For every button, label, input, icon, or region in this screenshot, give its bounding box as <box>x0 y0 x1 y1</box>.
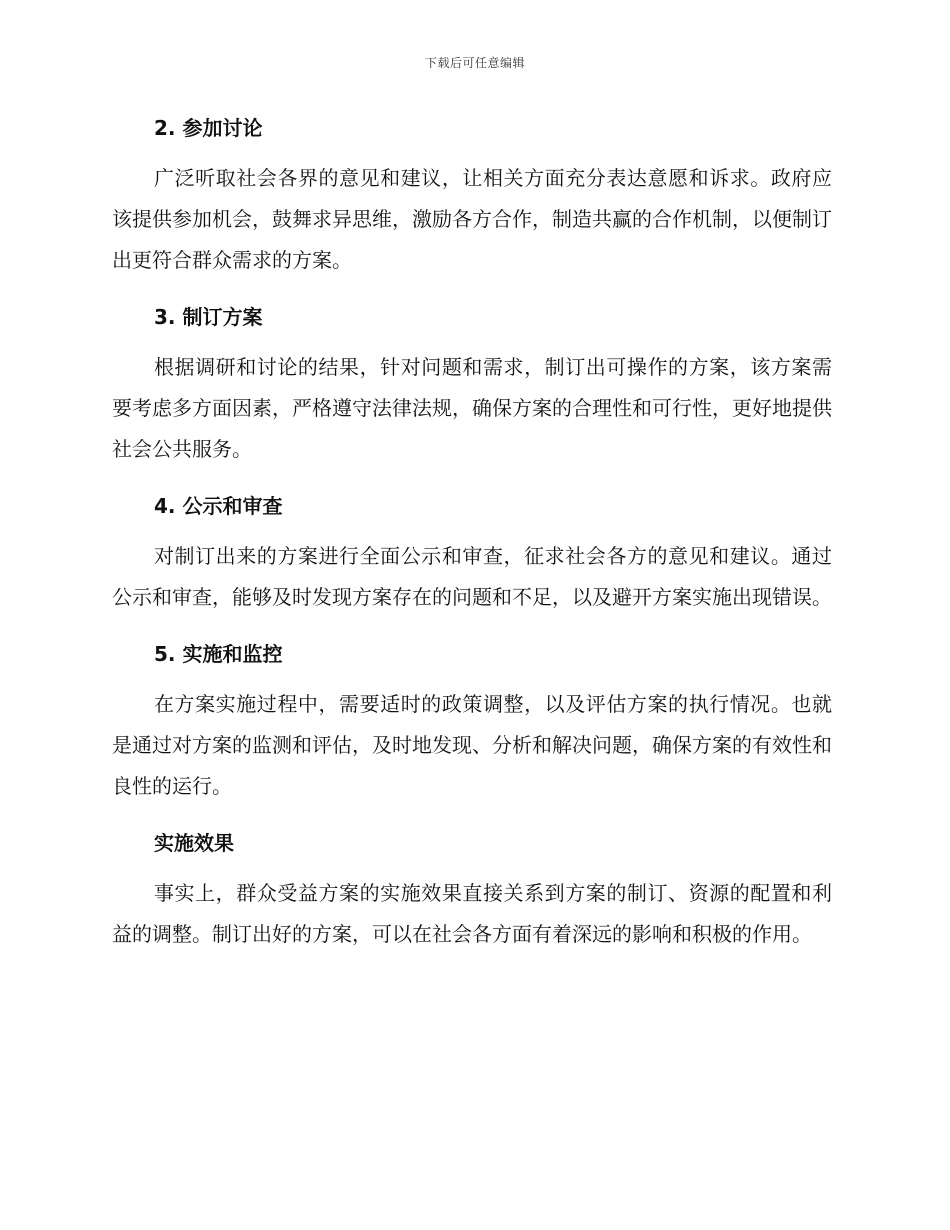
section-heading: 5. 实施和监控 <box>154 642 283 666</box>
section-implementation-monitoring <box>112 636 832 807</box>
section-publicity-review <box>112 488 832 618</box>
document-body <box>112 110 832 973</box>
section-heading: 实施效果 <box>154 831 234 855</box>
section-paragraph: 根据调研和讨论的结果，针对问题和需求，制订出可操作的方案，该方案需要考虑多方面因素，严格遵守法律法规，确保方案的合理性和可行性，更好地提供社会公共服务。 <box>112 355 832 461</box>
header-note: 下载后可任意编辑 <box>424 56 525 70</box>
section-paragraph: 广泛听取社会各界的意见和建议，让相关方面充分表达意愿和诉求。政府应该提供参加机会，鼓舞求异思维，激励各方合作，制造共赢的合作机制，以便制订出更符合群众需求的方案。 <box>112 166 832 272</box>
section-paragraph: 事实上，群众受益方案的实施效果直接关系到方案的制订、资源的配置和利益的调整。制订出好的方案，可以在社会各方面有着深远的影响和积极的作用。 <box>112 881 832 946</box>
section-implementation-effect <box>112 825 832 955</box>
section-formulate-plan <box>112 299 832 470</box>
section-participate-discussion <box>112 110 832 281</box>
section-heading: 3. 制订方案 <box>154 305 263 329</box>
section-heading: 2. 参加讨论 <box>154 116 263 140</box>
section-paragraph: 对制订出来的方案进行全面公示和审查，征求社会各方的意见和建议。通过公示和审查，能够及时发现方案存在的问题和不足，以及避开方案实施出现错误。 <box>112 544 832 609</box>
section-heading: 4. 公示和审查 <box>154 494 283 518</box>
section-paragraph: 在方案实施过程中，需要适时的政策调整，以及评估方案的执行情况。也就是通过对方案的监测和评估，及时地发现、分析和解决问题，确保方案的有效性和良性的运行。 <box>112 692 832 798</box>
